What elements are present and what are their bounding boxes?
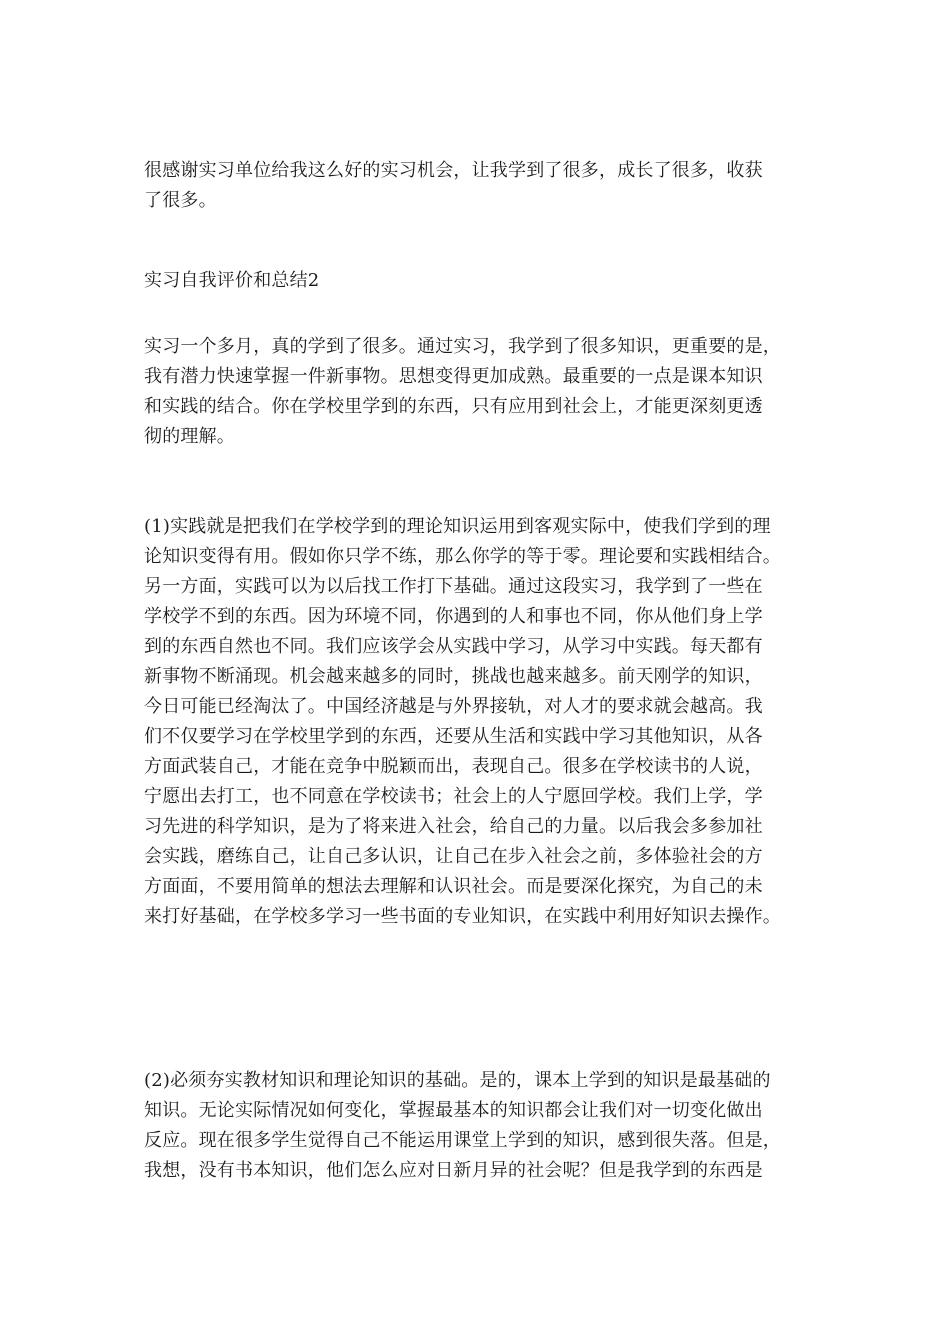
text-line: 实习一个多月，真的学到了很多。通过实习，我学到了很多知识，更重要的是， — [144, 336, 781, 357]
text-line: 彻的理解。 — [144, 426, 235, 447]
text-line: 知识。无论实际情况如何变化，掌握最基本的知识都会让我们对一切变化做出 — [144, 1100, 763, 1121]
text-line: 学校学不到的东西。因为环境不同，你遇到的人和事也不同，你从他们身上学 — [144, 606, 763, 627]
section-heading — [144, 266, 814, 296]
paragraph-thanks — [144, 156, 814, 216]
text-line: 我有潜力快速掌握一件新事物。思想变得更加成熟。最重要的一点是课本知识 — [144, 366, 763, 387]
text-line: 方面武装自己，才能在竞争中脱颖而出，表现自己。很多在学校读书的人说， — [144, 756, 763, 777]
text-line: 来打好基础，在学校多学习一些书面的专业知识，在实践中利用好知识去操作。 — [144, 906, 781, 927]
text-line: 方面面，不要用简单的想法去理解和认识社会。而是要深化探究，为自己的未 — [144, 876, 763, 897]
text-line: 另一方面，实践可以为以后找工作打下基础。通过这段实习，我学到了一些在 — [144, 576, 763, 597]
paragraph-intro — [144, 332, 814, 452]
text-line: 会实践，磨练自己，让自己多认识，让自己在步入社会之前，多体验社会的方 — [144, 846, 763, 867]
text-line: 我想，没有书本知识，他们怎么应对日新月异的社会呢？但是我学到的东西是 — [144, 1160, 763, 1181]
text-line: (1)实践就是把我们在学校学到的理论知识运用到客观实际中，使我们学到的理 — [144, 516, 771, 537]
text-line: 了很多。 — [144, 190, 217, 211]
text-line: 很感谢实习单位给我这么好的实习机会，让我学到了很多，成长了很多，收获 — [144, 160, 763, 181]
text-line: 反应。现在很多学生觉得自己不能运用课堂上学到的知识，感到很失落。但是， — [144, 1130, 781, 1151]
text-line: 新事物不断涌现。机会越来越多的同时，挑战也越来越多。前天刚学的知识， — [144, 666, 763, 687]
text-line: (2)必须夯实教材知识和理论知识的基础。是的，课本上学到的知识是最基础的 — [144, 1070, 771, 1091]
paragraph-point-1 — [144, 512, 814, 932]
paragraph-point-2 — [144, 1066, 814, 1186]
text-line: 和实践的结合。你在学校里学到的东西，只有应用到社会上，才能更深刻更透 — [144, 396, 763, 417]
text-line: 实习自我评价和总结2 — [144, 270, 320, 291]
text-line: 宁愿出去打工，也不同意在学校读书；社会上的人宁愿回学校。我们上学，学 — [144, 786, 763, 807]
text-line: 论知识变得有用。假如你只学不练，那么你学的等于零。理论要和实践相结合。 — [144, 546, 781, 567]
text-line: 到的东西自然也不同。我们应该学会从实践中学习，从学习中实践。每天都有 — [144, 636, 763, 657]
text-line: 们不仅要学习在学校里学到的东西，还要从生活和实践中学习其他知识，从各 — [144, 726, 763, 747]
text-line: 习先进的科学知识，是为了将来进入社会，给自己的力量。以后我会多参加社 — [144, 816, 763, 837]
text-line: 今日可能已经淘汰了。中国经济越是与外界接轨，对人才的要求就会越高。我 — [144, 696, 763, 717]
